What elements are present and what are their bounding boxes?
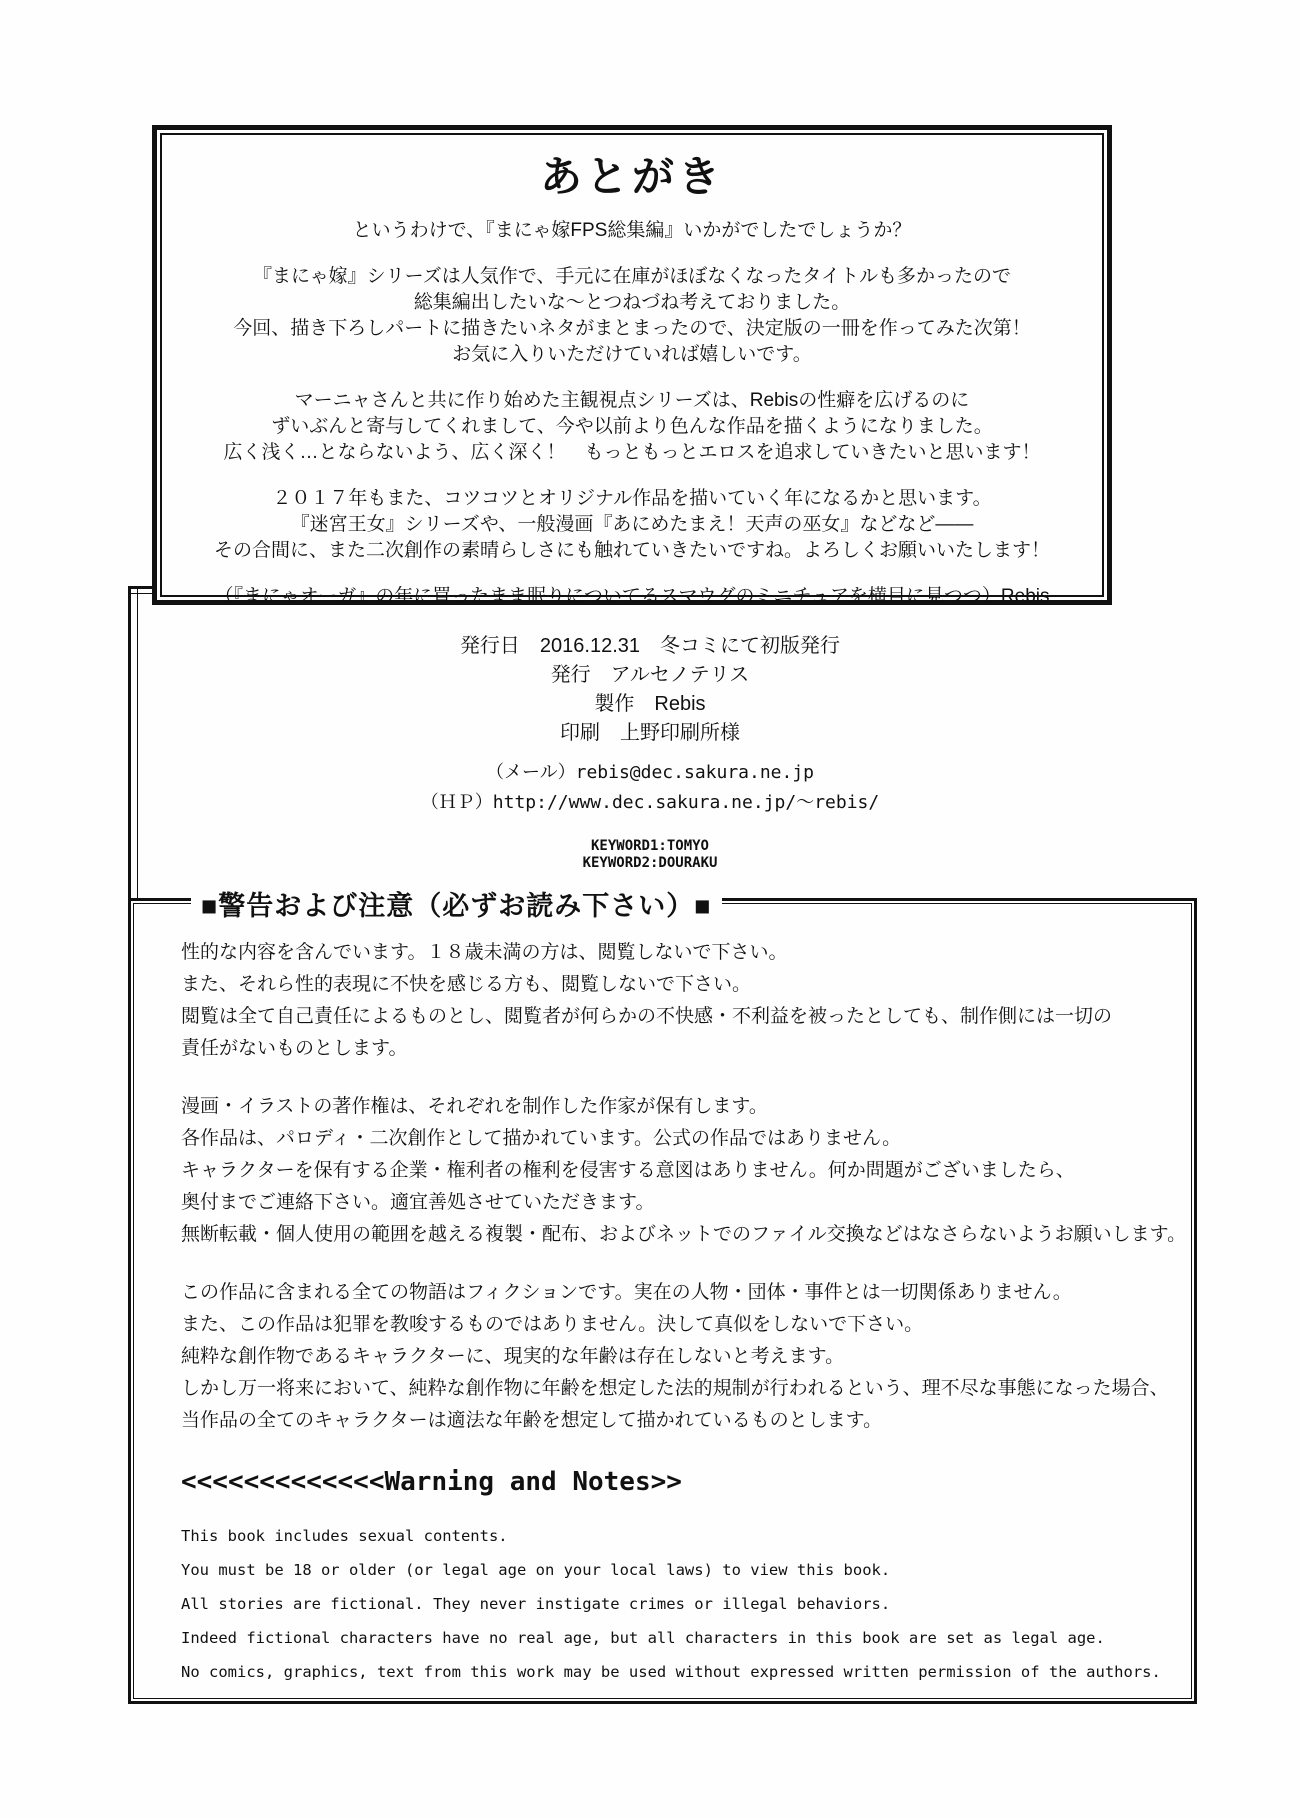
text-line: 無断転載・個人使用の範囲を越える複製・配布、およびネットでのファイル交換などはなさらないようお願いします。 — [181, 1224, 1187, 1245]
warning-heading: ■警告および注意（必ずお読み下さい）■ — [191, 882, 722, 925]
text-line: ２０１７年もまた、コツコツとオリジナル作品を描いていく年になるかと思います。 — [272, 488, 992, 509]
colophon — [0, 632, 1300, 748]
warning-content — [131, 901, 1194, 1689]
warning-paragraph-jp — [181, 1091, 1187, 1251]
text-line: 当作品の全てのキャラクターは適法な年齢を想定して描かれているものとします。 — [181, 1410, 883, 1431]
text-line: 広く浅く…とならないよう、広く深く！ もっともっとエロスを追求していきたいと思います！ — [223, 442, 1041, 463]
text-line: 総集編出したいな～とつねづね考えておりました。 — [413, 292, 851, 313]
text-line: 漫画・イラストの著作権は、それぞれを制作した作家が保有します。 — [181, 1096, 768, 1117]
text-line: 今回、描き下ろしパートに描きたいネタがまとまったので、決定版の一冊を作ってみた次第！ — [233, 318, 1031, 339]
text-line: マーニャさんと共に作り始めた主観視点シリーズは、Rebisの性癖を広げるのに — [294, 390, 970, 411]
text-line: KEYWORD1:TOMYO — [590, 838, 709, 854]
text-line: （ＨＰ）http://www.dec.sakura.ne.jp/～rebis/ — [420, 792, 880, 813]
text-line: 責任がないものとします。 — [181, 1038, 408, 1059]
text-line: 各作品は、パロディ・二次創作として描かれています。公式の作品ではありません。 — [181, 1128, 902, 1149]
keywords — [0, 838, 1300, 872]
afterword-paragraph — [157, 264, 1107, 368]
text-line: というわけで、『まにゃ嫁FPS総集編』いかがでしたでしょうか？ — [352, 220, 912, 241]
text-line: しかし万一将来において、純粋な創作物に年齢を想定した法的規制が行われるという、理不尽な事態になった場合、 — [181, 1378, 1169, 1399]
text-line: You must be 18 or older (or legal age on your local laws) to view this book. — [181, 1561, 891, 1579]
text-line: KEYWORD2:DOURAKU — [582, 855, 718, 871]
text-line: ずいぶんと寄与してくれまして、今や以前より色んな作品を描くようになりました。 — [271, 416, 993, 437]
afterword-title: あとがき — [539, 153, 724, 200]
text-line: 印刷 上野印刷所様 — [560, 722, 740, 744]
warning-box — [128, 891, 1197, 1704]
afterword-paragraph — [157, 486, 1107, 564]
text-line: キャラクターを保有する企業・権利者の権利を侵害する意図はありません。何か問題がございましたら、 — [181, 1160, 1075, 1181]
warning-paragraph-jp — [181, 937, 1184, 1065]
text-line: また、それら性的表現に不快を感じる方も、閲覧しないで下さい。 — [181, 974, 752, 995]
text-line: 『まにゃ嫁』シリーズは人気作で、手元に在庫がほぼなくなったタイトルも多かったので — [253, 266, 1011, 287]
text-line: 奥付までご連絡下さい。適宜善処させていただきます。 — [181, 1192, 655, 1213]
warning-lines-en — [181, 1519, 1184, 1689]
text-line: Indeed fictional characters have no real age, but all characters in this book are set as legal age. — [181, 1629, 1105, 1647]
afterword-paragraph — [157, 218, 1107, 244]
text-line: 『迷宮王女』シリーズや、一般漫画『あにめたまえ！天声の巫女』などなど―― — [290, 514, 974, 535]
text-line: No comics, graphics, text from this work may be used without expressed written permission of the authors. — [181, 1663, 1161, 1681]
text-line: 性的な内容を含んでいます。１８歳未満の方は、閲覧しないで下さい。 — [181, 942, 788, 963]
text-line: お気に入りいただけていれば嬉しいです。 — [452, 344, 812, 365]
afterword-paragraph — [157, 388, 1107, 466]
text-line: This book includes sexual contents. — [181, 1527, 508, 1545]
text-line: また、この作品は犯罪を教唆するものではありません。決して真似をしないで下さい。 — [181, 1314, 924, 1335]
text-line: 発行 アルセノテリス — [550, 664, 750, 686]
contact-info — [0, 758, 1300, 818]
afterword-content — [157, 130, 1107, 607]
text-line: （『まにゃオーガ』の年に買ったまま眠りについてるスマウグのミニチュアを横目に見つつ）Rebis — [214, 586, 1050, 607]
text-line: （メール）rebis@dec.sakura.ne.jp — [485, 762, 815, 783]
text-line: 純粋な創作物であるキャラクターに、現実的な年齢は存在しないと考えます。 — [181, 1346, 845, 1367]
afterword-signature — [157, 584, 1107, 610]
text-line: この作品に含まれる全ての物語はフィクションです。実在の人物・団体・事件とは一切関係ありません。 — [181, 1282, 1072, 1303]
text-line: 発行日 2016.12.31 冬コミにて初版発行 — [459, 635, 841, 657]
text-line: All stories are fictional. They never instigate crimes or illegal behaviors. — [181, 1595, 891, 1613]
text-line: その合間に、また二次創作の素晴らしさにも触れていきたいですね。よろしくお願いいたします！ — [213, 540, 1050, 561]
afterword-box — [152, 125, 1112, 605]
text-line: 閲覧は全て自己責任によるものとし、閲覧者が何らかの不快感・不利益を被ったとしても、制作側には一切の — [181, 1006, 1113, 1027]
warning-heading-en: <<<<<<<<<<<<<Warning and Notes>> — [181, 1467, 682, 1497]
text-line: 製作 Rebis — [594, 693, 706, 715]
warning-paragraph-jp — [181, 1277, 1184, 1437]
